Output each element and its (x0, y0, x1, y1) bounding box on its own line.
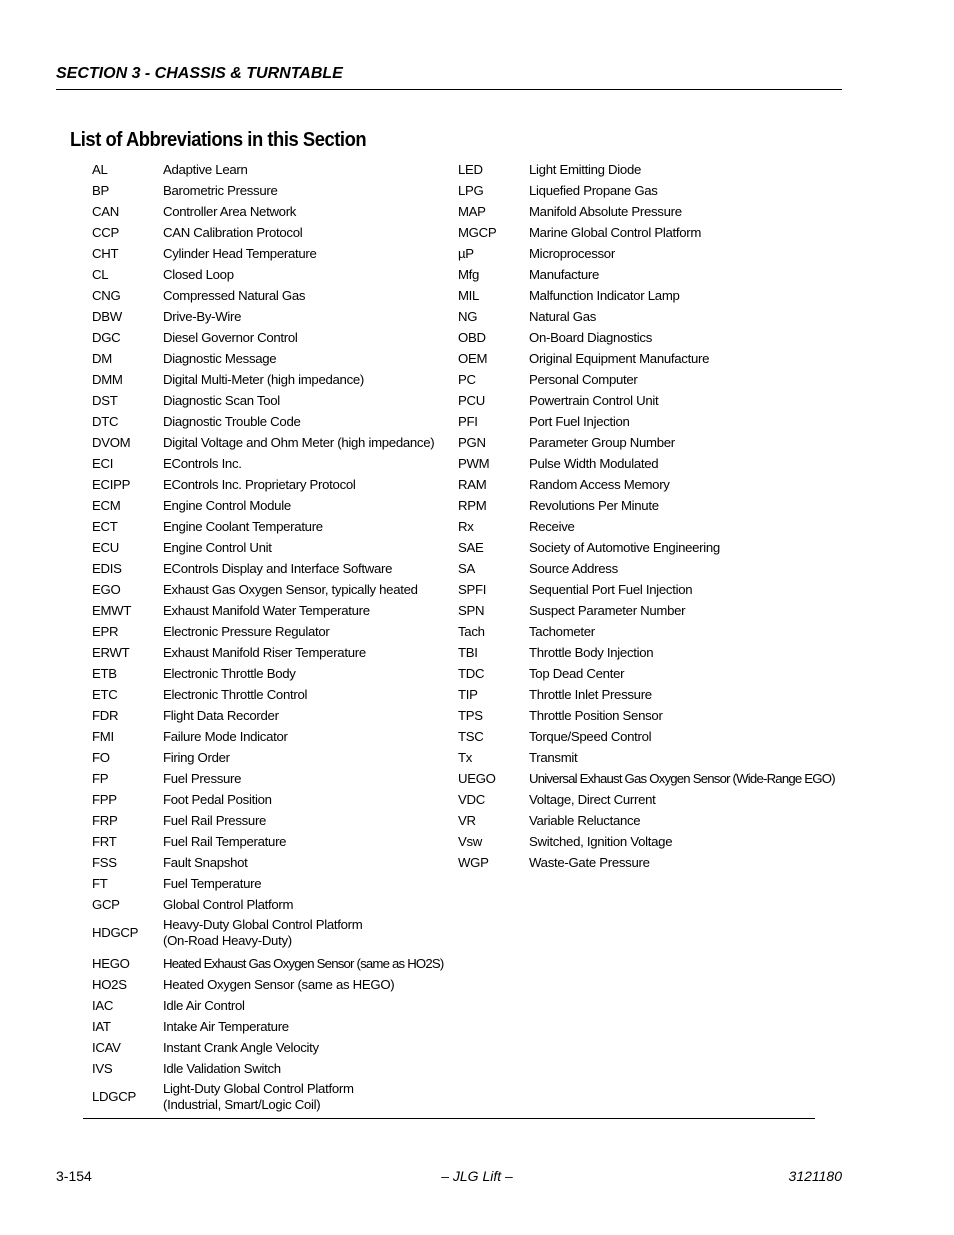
abbreviation-meaning: Liquefied Propane Gas (529, 183, 658, 198)
abbreviation-meaning: Electronic Throttle Body (163, 666, 296, 681)
abbreviation-meaning: Malfunction Indicator Lamp (529, 288, 680, 303)
abbreviation-row (92, 747, 462, 768)
abbreviation-meaning: Sequential Port Fuel Injection (529, 582, 693, 597)
abbreviation-row (458, 642, 828, 663)
abbreviation-row (458, 390, 828, 411)
abbreviation-term: EMWT (92, 603, 132, 618)
abbreviation-meaning: Barometric Pressure (163, 183, 278, 198)
abbreviation-row (92, 915, 462, 953)
abbreviation-row (458, 768, 835, 789)
abbreviation-meaning-line1: Heavy-Duty Global Control Platform (163, 917, 363, 932)
abbreviation-term: CNG (92, 288, 121, 303)
abbreviation-meaning: Top Dead Center (529, 666, 625, 681)
abbreviation-row (92, 285, 462, 306)
abbreviation-meaning: Parameter Group Number (529, 435, 675, 450)
abbreviation-term: TSC (458, 729, 484, 744)
abbreviation-term: PGN (458, 435, 486, 450)
abbreviation-row (92, 159, 462, 180)
abbreviation-row (92, 1058, 462, 1079)
abbreviation-meaning: Transmit (529, 750, 578, 765)
abbreviation-term: PC (458, 372, 476, 387)
abbreviation-term: OBD (458, 330, 486, 345)
abbreviation-term: ICAV (92, 1040, 121, 1055)
abbreviation-meaning: Idle Validation Switch (163, 1061, 281, 1076)
abbreviation-row (458, 621, 828, 642)
abbreviation-term: RPM (458, 498, 487, 513)
abbreviation-meaning-line2: (On-Road Heavy-Duty) (163, 933, 292, 948)
abbreviation-term: Mfg (458, 267, 480, 282)
abbreviation-meaning: Manufacture (529, 267, 600, 282)
abbreviation-term: ETB (92, 666, 117, 681)
abbreviation-term: UEGO (458, 771, 496, 786)
abbreviation-term: ECIPP (92, 477, 131, 492)
abbreviation-term: TIP (458, 687, 478, 702)
abbreviation-term: FRP (92, 813, 118, 828)
abbreviation-meaning: Idle Air Control (163, 998, 245, 1013)
abbreviation-term: MGCP (458, 225, 497, 240)
abbreviation-meaning-line2: (Industrial, Smart/Logic Coil) (163, 1097, 321, 1112)
abbreviation-term: TDC (458, 666, 485, 681)
abbreviation-term: VDC (458, 792, 485, 807)
abbreviation-row (458, 306, 828, 327)
abbreviation-meaning: Personal Computer (529, 372, 638, 387)
abbreviation-meaning: Digital Voltage and Ohm Meter (high impedance) (163, 435, 435, 450)
abbreviation-meaning: Fault Snapshot (163, 855, 248, 870)
abbreviation-meaning-line1: Light-Duty Global Control Platform (163, 1081, 354, 1096)
abbreviation-term: Rx (458, 519, 474, 534)
abbreviation-row (458, 159, 828, 180)
abbreviation-term: OEM (458, 351, 488, 366)
abbreviation-term: Vsw (458, 834, 483, 849)
abbreviation-row (92, 894, 462, 915)
abbreviation-row (458, 432, 828, 453)
abbreviation-row (92, 537, 462, 558)
abbreviation-row (92, 831, 462, 852)
abbreviation-term: FP (92, 771, 109, 786)
abbreviation-term: FDR (92, 708, 119, 723)
abbreviation-meaning: Flight Data Recorder (163, 708, 279, 723)
abbreviation-term: LPG (458, 183, 484, 198)
abbreviation-term: Tx (458, 750, 473, 765)
abbreviation-term: PFI (458, 414, 478, 429)
abbreviation-term: FMI (92, 729, 114, 744)
abbreviation-meaning: Suspect Parameter Number (529, 603, 686, 618)
footer-brand: – JLG Lift – (441, 1168, 513, 1184)
abbreviation-term: IVS (92, 1061, 113, 1076)
abbreviation-term: SA (458, 561, 475, 576)
abbreviation-row (92, 995, 462, 1016)
abbreviation-meaning: Waste-Gate Pressure (529, 855, 650, 870)
abbreviation-term: GCP (92, 897, 120, 912)
abbreviation-term: LED (458, 162, 483, 177)
abbreviation-term: PCU (458, 393, 485, 408)
abbreviation-term: FT (92, 876, 108, 891)
abbreviation-row (458, 222, 828, 243)
abbreviation-meaning: Powertrain Control Unit (529, 393, 659, 408)
abbreviation-row (458, 705, 828, 726)
abbreviation-row (458, 789, 828, 810)
abbreviation-term: HEGO (92, 956, 130, 971)
abbreviation-term: MAP (458, 204, 486, 219)
abbreviation-row (458, 348, 828, 369)
abbreviation-meaning: Exhaust Manifold Water Temperature (163, 603, 370, 618)
abbreviation-meaning: Instant Crank Angle Velocity (163, 1040, 319, 1055)
abbreviation-term: EDIS (92, 561, 122, 576)
abbreviation-term: CAN (92, 204, 119, 219)
abbreviation-row (458, 243, 828, 264)
abbreviation-meaning: Fuel Temperature (163, 876, 262, 891)
abbreviation-row (92, 600, 462, 621)
abbreviation-row (458, 201, 828, 222)
abbreviation-list-right (458, 159, 835, 873)
abbreviation-row (458, 663, 828, 684)
abbreviation-term: NG (458, 309, 478, 324)
abbreviation-meaning: CAN Calibration Protocol (163, 225, 303, 240)
abbreviation-term: Tach (458, 624, 485, 639)
abbreviation-row (92, 621, 462, 642)
abbreviation-row (458, 579, 828, 600)
abbreviation-meaning: Fuel Rail Pressure (163, 813, 267, 828)
abbreviation-term: SAE (458, 540, 484, 555)
abbreviation-meaning: Drive-By-Wire (163, 309, 242, 324)
abbreviation-meaning: Closed Loop (163, 267, 234, 282)
abbreviation-meaning: Engine Control Module (163, 498, 291, 513)
abbreviation-meaning: Microprocessor (529, 246, 615, 261)
abbreviation-term: PWM (458, 456, 490, 471)
abbreviation-term: FO (92, 750, 110, 765)
abbreviation-meaning: Engine Control Unit (163, 540, 272, 555)
abbreviation-term: SPN (458, 603, 485, 618)
abbreviation-term: VR (458, 813, 476, 828)
abbreviation-row (92, 495, 462, 516)
abbreviation-row (92, 1016, 462, 1037)
abbreviation-meaning: Pulse Width Modulated (529, 456, 659, 471)
abbreviation-term: ECU (92, 540, 119, 555)
abbreviation-row (92, 390, 462, 411)
abbreviation-row (92, 474, 462, 495)
abbreviation-meaning: Torque/Speed Control (529, 729, 652, 744)
abbreviation-row (92, 852, 462, 873)
abbreviation-meaning: Compressed Natural Gas (163, 288, 306, 303)
abbreviation-meaning: Heated Oxygen Sensor (same as HEGO) (163, 977, 395, 992)
abbreviation-meaning: Original Equipment Manufacture (529, 351, 710, 366)
abbreviation-meaning: Diagnostic Message (163, 351, 277, 366)
abbreviation-term: DBW (92, 309, 122, 324)
document-number: 3121180 (788, 1168, 842, 1184)
abbreviation-row (92, 789, 462, 810)
abbreviation-meaning: Fuel Pressure (163, 771, 242, 786)
abbreviation-term: FSS (92, 855, 117, 870)
table-bottom-rule (83, 1118, 815, 1119)
abbreviation-row (458, 558, 828, 579)
abbreviation-term: DGC (92, 330, 121, 345)
abbreviation-term: IAT (92, 1019, 111, 1034)
abbreviation-term: MIL (458, 288, 480, 303)
abbreviation-meaning: Tachometer (529, 624, 595, 639)
abbreviation-row (92, 705, 462, 726)
abbreviation-meaning: Diesel Governor Control (163, 330, 298, 345)
abbreviation-row (92, 768, 462, 789)
abbreviation-term: ECT (92, 519, 118, 534)
abbreviation-meaning: Light Emitting Diode (529, 162, 642, 177)
abbreviation-term: HO2S (92, 977, 127, 992)
abbreviation-row (458, 369, 828, 390)
abbreviation-row (92, 974, 462, 995)
abbreviation-term: TBI (458, 645, 478, 660)
page-title: List of Abbreviations in this Section (70, 129, 367, 151)
abbreviation-meaning: Revolutions Per Minute (529, 498, 659, 513)
abbreviation-term: TPS (458, 708, 483, 723)
abbreviation-meaning: Electronic Pressure Regulator (163, 624, 330, 639)
abbreviation-meaning (163, 917, 462, 949)
abbreviation-meaning: Throttle Inlet Pressure (529, 687, 652, 702)
abbreviation-term: AL (92, 162, 108, 177)
abbreviation-row (458, 747, 828, 768)
abbreviation-meaning (163, 1081, 462, 1113)
abbreviation-row (92, 306, 462, 327)
abbreviation-term: µP (458, 246, 474, 261)
abbreviation-row (458, 852, 828, 873)
abbreviation-meaning: EControls Display and Interface Software (163, 561, 393, 576)
abbreviation-meaning: Engine Coolant Temperature (163, 519, 323, 534)
abbreviation-row (92, 1079, 462, 1117)
abbreviation-meaning: Cylinder Head Temperature (163, 246, 317, 261)
abbreviation-meaning: On-Board Diagnostics (529, 330, 653, 345)
abbreviation-meaning: Variable Reluctance (529, 813, 641, 828)
abbreviation-meaning: Port Fuel Injection (529, 414, 630, 429)
abbreviation-term: ERWT (92, 645, 130, 660)
abbreviation-row (92, 684, 462, 705)
abbreviation-row (458, 453, 828, 474)
abbreviation-row (458, 411, 828, 432)
abbreviation-meaning: Marine Global Control Platform (529, 225, 702, 240)
abbreviation-row (92, 516, 462, 537)
abbreviation-row (92, 348, 462, 369)
abbreviation-term: EPR (92, 624, 119, 639)
abbreviation-term: ETC (92, 687, 118, 702)
abbreviation-row (458, 831, 828, 852)
abbreviation-row (458, 285, 828, 306)
abbreviation-row (92, 663, 462, 684)
abbreviation-meaning: Exhaust Gas Oxygen Sensor, typically heated (163, 582, 418, 597)
abbreviation-row (92, 243, 462, 264)
abbreviation-meaning: Heated Exhaust Gas Oxygen Sensor (same as HO2S) (163, 956, 444, 971)
abbreviation-term: CL (92, 267, 109, 282)
abbreviation-term: BP (92, 183, 109, 198)
abbreviation-row (92, 558, 462, 579)
abbreviation-row (458, 537, 828, 558)
abbreviation-meaning: Natural Gas (529, 309, 597, 324)
abbreviation-meaning: Random Access Memory (529, 477, 670, 492)
abbreviation-meaning: Electronic Throttle Control (163, 687, 308, 702)
abbreviation-term: LDGCP (92, 1089, 136, 1104)
abbreviation-meaning: Exhaust Manifold Riser Temperature (163, 645, 366, 660)
abbreviation-meaning: Failure Mode Indicator (163, 729, 288, 744)
abbreviation-meaning: Diagnostic Scan Tool (163, 393, 280, 408)
abbreviation-term: DTC (92, 414, 119, 429)
abbreviation-row (92, 953, 462, 974)
abbreviation-meaning: Society of Automotive Engineering (529, 540, 720, 555)
abbreviation-meaning: Fuel Rail Temperature (163, 834, 287, 849)
abbreviation-row (458, 516, 828, 537)
abbreviation-meaning: Global Control Platform (163, 897, 294, 912)
abbreviation-term: ECI (92, 456, 114, 471)
abbreviation-meaning: Receive (529, 519, 575, 534)
abbreviation-row (458, 495, 828, 516)
abbreviation-row (92, 873, 462, 894)
abbreviation-meaning: EControls Inc. (163, 456, 242, 471)
abbreviation-row (92, 264, 462, 285)
abbreviation-term: DM (92, 351, 112, 366)
abbreviation-term: IAC (92, 998, 114, 1013)
abbreviation-meaning: Throttle Body Injection (529, 645, 654, 660)
abbreviation-meaning: Universal Exhaust Gas Oxygen Sensor (Wide-Range EGO) (529, 771, 835, 786)
abbreviation-row (458, 264, 828, 285)
abbreviation-list-left (92, 159, 462, 1117)
abbreviation-meaning: Intake Air Temperature (163, 1019, 289, 1034)
abbreviation-row (458, 474, 828, 495)
abbreviation-row (92, 327, 462, 348)
abbreviation-term: HDGCP (92, 925, 139, 940)
abbreviation-term: CHT (92, 246, 119, 261)
page-number: 3-154 (56, 1168, 92, 1184)
abbreviation-meaning: Voltage, Direct Current (529, 792, 656, 807)
abbreviation-row (92, 579, 462, 600)
abbreviation-term: RAM (458, 477, 487, 492)
abbreviation-row (92, 411, 462, 432)
abbreviation-term: FRT (92, 834, 117, 849)
abbreviation-term: CCP (92, 225, 119, 240)
abbreviation-row (92, 726, 462, 747)
abbreviation-meaning: Foot Pedal Position (163, 792, 272, 807)
abbreviation-term: FPP (92, 792, 117, 807)
abbreviation-row (92, 222, 462, 243)
abbreviation-row (458, 684, 828, 705)
abbreviation-row (92, 453, 462, 474)
abbreviation-row (458, 327, 828, 348)
abbreviation-meaning: Digital Multi-Meter (high impedance) (163, 372, 365, 387)
abbreviation-row (92, 642, 462, 663)
abbreviation-term: ECM (92, 498, 121, 513)
abbreviation-row (458, 810, 828, 831)
abbreviation-row (92, 810, 462, 831)
abbreviation-meaning: Diagnostic Trouble Code (163, 414, 301, 429)
abbreviation-meaning: Switched, Ignition Voltage (529, 834, 673, 849)
abbreviation-row (458, 726, 828, 747)
abbreviation-row (458, 600, 828, 621)
abbreviation-row (92, 201, 462, 222)
abbreviation-term: WGP (458, 855, 489, 870)
section-header: SECTION 3 - CHASSIS & TURNTABLE (56, 64, 842, 90)
abbreviation-meaning: EControls Inc. Proprietary Protocol (163, 477, 356, 492)
abbreviation-meaning: Adaptive Learn (163, 162, 248, 177)
abbreviation-meaning: Controller Area Network (163, 204, 297, 219)
abbreviation-term: EGO (92, 582, 121, 597)
abbreviation-term: DST (92, 393, 118, 408)
abbreviation-term: DMM (92, 372, 123, 387)
abbreviation-row (458, 180, 828, 201)
abbreviation-row (92, 1037, 462, 1058)
abbreviation-term: SPFI (458, 582, 487, 597)
abbreviation-row (92, 432, 462, 453)
abbreviation-meaning: Firing Order (163, 750, 230, 765)
abbreviation-meaning: Manifold Absolute Pressure (529, 204, 682, 219)
abbreviation-row (92, 180, 462, 201)
abbreviation-row (92, 369, 462, 390)
abbreviation-term: DVOM (92, 435, 131, 450)
abbreviation-meaning: Source Address (529, 561, 618, 576)
abbreviation-meaning: Throttle Position Sensor (529, 708, 663, 723)
